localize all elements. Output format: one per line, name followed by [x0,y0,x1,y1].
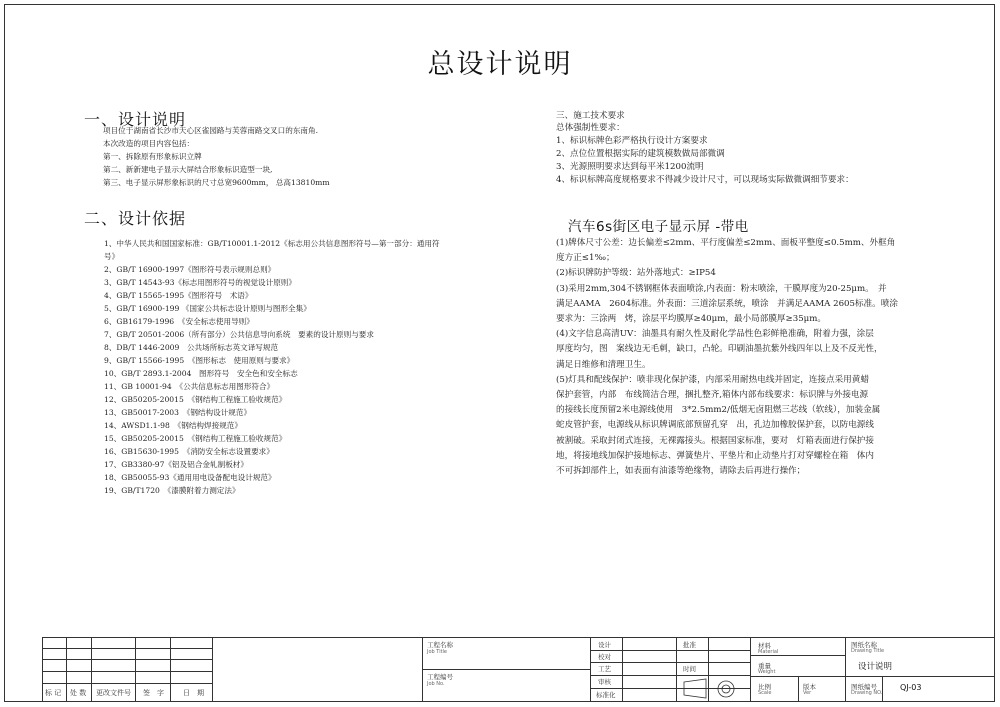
section1-line: 项目位于湖南省长沙市天心区雀园路与芙蓉南路交叉口的东南角. [103,126,319,135]
approve-label: 批准 [683,641,696,649]
spec-paragraph [556,236,971,479]
spec-line: 要求为：三涂两 烤，涂层平均膜厚≥40μm，最小局部膜厚≥35μm。 [556,314,826,325]
spec-line: (5)灯具和配线保护：喷非现化保护漆，内部采用耐热电线并固定，连接点采用黄蜡 [556,374,869,385]
reference-item: 4、GB/T 15565-1995《图形符号 术语》 [104,291,253,300]
reference-item: 号》 [104,252,120,261]
time-label: 时间 [683,665,696,673]
reference-item: 7、GB/T 20501-2006（所有部分）公共信息导向系统 要素的设计原则与要求 [104,330,374,339]
spec-line: 的接线长度预留2米电源线使用 3*2.5mm2/低烟无卤阻燃三芯线（软线），加装金属 [556,405,881,416]
weight-label: 重量 [758,662,771,670]
role-process: 工艺 [598,665,611,673]
role-design: 设计 [598,641,611,649]
section1-line: 第二、新新建电子显示大屏结合形象标识造型一块, [103,165,273,174]
drawing-no-en: Drawing NO. [851,690,883,696]
material-en: Material [758,649,779,655]
revision-file-label: 更改文件号 [96,689,131,697]
scale-label: 比例 [758,683,771,691]
reference-item: 11、GB 10001-94 《公共信息标志用图形符合》 [104,382,275,391]
reference-item: 8、DB/T 1446-2009 公共场所标志英文译写规范 [104,343,279,352]
revision-mark-label: 标 记 [45,689,62,697]
role-standard: 标准化 [596,691,616,699]
role-review: 审核 [598,678,611,686]
page-title: 总设计说明 [427,49,573,80]
version-label: 版本 [803,683,816,691]
spec-line: 不可拆卸部件上，如表面有油漆等绝缘物，请除去后再进行操作； [556,466,806,477]
section3-line: 3、光源照明要求达到每平米1200流明 [556,162,704,172]
project-no-en: Job No. [427,681,445,687]
revision-date-label: 日 期 [183,689,204,697]
material-label: 材料 [758,642,771,650]
spec-line: (2)标识牌防护等级：站外落地式：≥IP54 [556,268,716,279]
section3-line: 1、标识标牌色彩严格执行设计方案要求 [556,136,708,146]
version-en: Ver [803,690,812,696]
reference-item: 18、GB50055-93《通用用电设备配电设计规范》 [104,473,276,482]
project-no-label: 工程编号 [427,673,453,681]
reference-item: 14、AWSD1.1-98 《钢结构焊接规范》 [104,421,242,430]
spec-line: 蛇皮管护套，电源线从标识牌调底部预留孔穿 出，孔边加橡胶保护套，以防电源线 [556,420,874,431]
reference-item: 17、GB3380-97《铝及铝合金轧制板材》 [104,460,248,469]
section3-line: 4、标识标牌高度规格要求不得减少设计尺寸，可以现场实际做微调细节要求： [556,175,854,185]
reference-item: 19、GB/T1720 《漆膜附着力测定法》 [104,486,240,495]
spec-title: 汽车6s街区电子显示屏 -带电 [568,219,749,235]
spec-line: 被割破。采取封闭式连接，无裸露接头。根据国家标准，要对 灯箱表面进行保护接 [556,435,874,446]
spec-line: 满足日维修和清理卫生。 [556,359,651,370]
reference-item: 9、GB/T 15566-1995 《图形标志 使用原则与要求》 [104,356,295,365]
role-check: 校对 [598,653,611,661]
revision-count-label: 处 数 [70,689,87,697]
drawing-title-value: 设计说明 [858,662,893,672]
drawing-title-label: 图纸名称 [851,641,877,649]
weight-en: Weight [758,669,776,675]
section2-heading: 二、设计依据 [84,209,187,228]
drawing-no-label: 图纸编号 [851,683,877,691]
spec-line: 度方正≤1‰； [556,253,615,264]
spec-line: (1)牌体尺寸公差：边长偏差≤2mm、平行度偏差≤2mm、面板平整度≤0.5mm、外框角 [556,238,896,248]
section3-line: 2、点位位置根据实际的建筑模数做局部微调 [556,149,725,159]
project-name-label: 工程名称 [427,641,453,649]
reference-item: 2、GB/T 16900-1997《图形符号表示规则总则》 [104,265,276,274]
revision-sign-label: 签 字 [143,689,164,697]
spec-line: 保护套管，内部 布线简洁合理，捆扎整齐,箱体内部布线要求：标识牌与外接电源 [556,390,869,401]
drawing-no-value: QJ-03 [900,683,922,692]
section1-line: 第三、电子显示屏形象标识的尺寸总宽9600mm， 总高13810mm [103,178,330,187]
reference-item: 13、GB50017-2003 《钢结构设计规范》 [104,408,252,417]
spec-line: (3)采用2mm,304不锈钢框体表面喷涂,内表面：粉末喷涂，干膜厚度为20-25μm。 并 [556,283,887,294]
spec-line: 满足AAMA 2604标准。外表面：三道涂层系统，喷涂 并满足AAMA 2605标准。喷涂 [556,298,898,309]
reference-item: 5、GB/T 16900-199 《国家公共标志设计原则与图形全集》 [104,304,311,313]
section3-line: 三、施工技术要求 [556,111,625,121]
spec-line: 地，将接地线加保护接地标志、弹簧垫片、平垫片和止动垫片打对穿螺栓在箱 体内 [556,450,874,461]
spec-line: (4)文字信息高清UV：油墨具有耐久性及耐化学品性色彩鲜艳准确，附着力强，涂层 [556,329,874,340]
reference-item: 15、GB50205-20015 《钢结构工程施工验收规范》 [104,434,287,443]
section1-heading: 一、设计说明 [84,110,187,129]
spec-line: 厚度均匀，图 案线边无毛刺，缺口，凸轮。印刷油墨抗紫外线四年以上及不反光性， [556,344,883,355]
section1-line: 第一、拆除原有形象标识立牌 [103,152,202,161]
section1-line: 本次改造的项目内容包括： [103,139,195,148]
projection-symbol-icon [678,677,748,701]
reference-item: 12、GB50205-20015 《钢结构工程施工验收规范》 [104,395,287,404]
project-name-en: Job Title [427,649,448,655]
drawing-title-en: Drawing Title [851,648,885,654]
reference-item: 6、GB16179-1996 《安全标志使用导则》 [104,317,254,326]
reference-item: 1、中华人民共和国国家标准：GB/T10001.1-2012《标志用公共信息图形符号—第一部分：通用符 [104,239,440,248]
reference-item: 3、GB/T 14543-93《标志用图形符号的视觉设计原则》 [104,278,296,287]
reference-item: 16、GB15630-1995 《消防安全标志设置要求》 [104,447,274,456]
reference-item: 10、GB/T 2893.1-2004 图形符号 安全色和安全标志 [104,369,298,378]
scale-en: Scale [758,690,772,696]
section3-line: 总体强制性要求： [556,123,625,133]
